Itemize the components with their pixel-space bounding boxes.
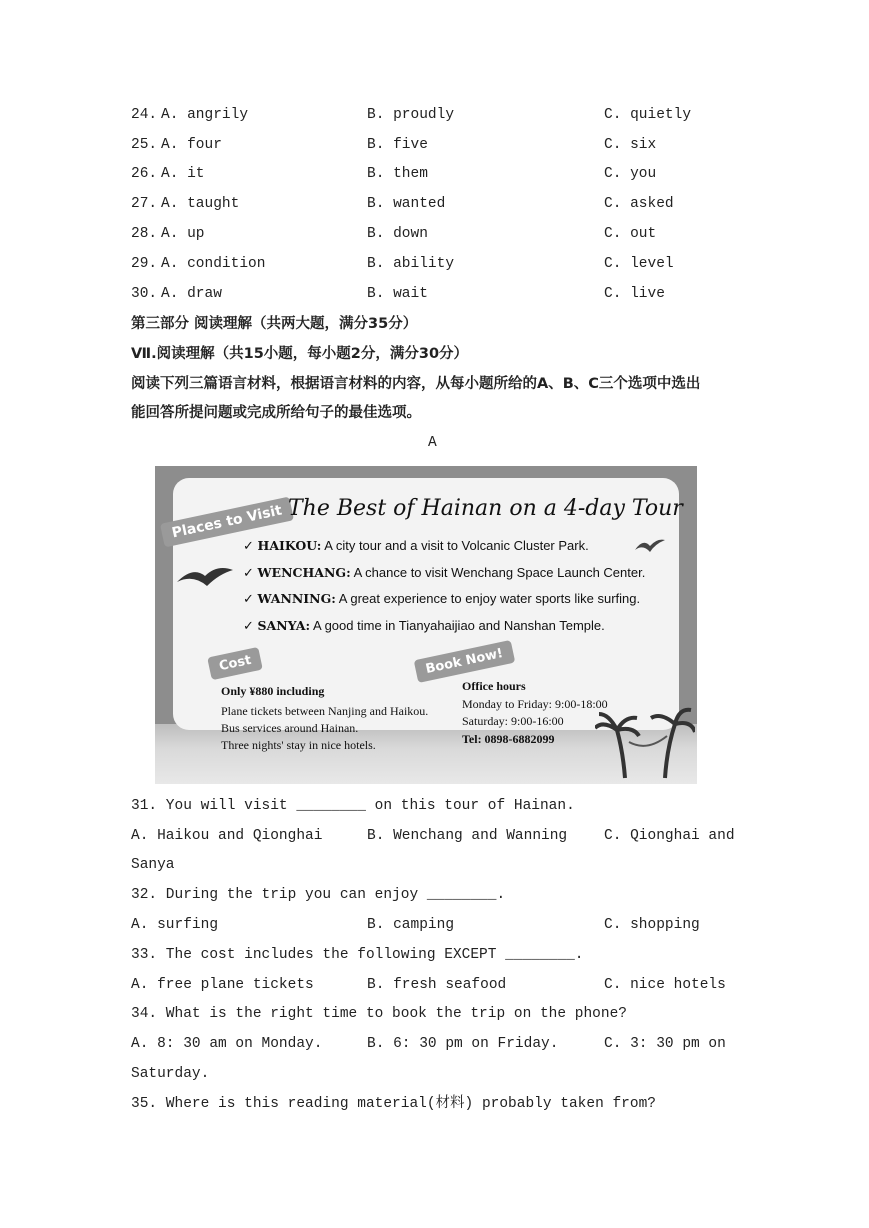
option-b: B. camping [367, 917, 455, 933]
places-list [243, 538, 645, 644]
option-c: C. quietly [604, 107, 692, 123]
hours-heading: Office hours [462, 679, 526, 693]
option-c: C. out [604, 226, 657, 242]
option-c: C. asked [604, 196, 674, 212]
option-a: A. angrily [161, 107, 249, 123]
option-number: 27. [131, 196, 158, 212]
option-a: A. taught [161, 196, 240, 212]
ad-title: The Best of Hainan on a 4-day Tour [288, 496, 683, 521]
place-name: HAIKOU: [257, 538, 322, 553]
option-number: 30. [131, 286, 158, 302]
place-desc: A chance to visit Wenchang Space Launch Center. [353, 564, 646, 580]
question-32: 32. During the trip you can enjoy ________. [131, 887, 506, 903]
option-number: 29. [131, 256, 158, 272]
option-a: A. condition [161, 256, 266, 272]
bird-icon [175, 562, 235, 588]
option-a: A. draw [161, 286, 222, 302]
option-row-28 [0, 219, 869, 249]
option-number: 24. [131, 107, 158, 123]
option-a: A. surfing [131, 917, 219, 933]
place-item: ✓ WENCHANG: A chance to visit Wenchang Space Launch Center. [243, 564, 646, 580]
instructions-line-1: 阅读下列三篇语言材料，根据语言材料的内容，从每小题所给的A、B、C三个选项中选出 [131, 376, 701, 392]
cost-item: Three nights' stay in nice hotels. [221, 738, 376, 752]
place-name: WENCHANG: [257, 564, 351, 580]
option-c: C. level [604, 256, 674, 272]
question-34-option-c-continued: Saturday. [131, 1066, 210, 1082]
question-31-options [0, 821, 869, 851]
palm-tree-icon [595, 702, 695, 780]
question-33: 33. The cost includes the following EXCEPT ________. [131, 947, 584, 963]
section-three-heading: 第三部分 阅读理解（共两大题，满分35分） [131, 316, 418, 332]
option-c: C. 3: 30 pm on [604, 1036, 726, 1052]
option-b: B. proudly [367, 107, 455, 123]
place-item: ✓ HAIKOU: A city tour and a visit to Volcanic Cluster Park. [243, 538, 589, 553]
option-b: B. 6: 30 pm on Friday. [367, 1036, 559, 1052]
cost-item: Plane tickets between Nanjing and Haikou. [221, 704, 429, 718]
place-name: WANNING: [257, 591, 336, 606]
option-row-25 [0, 130, 869, 160]
option-b: B. down [367, 226, 428, 242]
question-32-options [0, 910, 869, 940]
option-b: B. wanted [367, 196, 446, 212]
option-b: B. ability [367, 256, 455, 272]
telephone: Tel: 0898-6882099 [462, 731, 555, 746]
option-row-30 [0, 279, 869, 309]
question-33-options [0, 970, 869, 1000]
place-name: SANYA: [257, 617, 311, 633]
option-b: B. wait [367, 286, 428, 302]
office-hours-block [462, 678, 608, 748]
option-a: A. 8: 30 am on Monday. [131, 1036, 323, 1052]
option-c: C. nice hotels [604, 977, 726, 993]
option-row-27 [0, 189, 869, 219]
question-31-option-c-continued: Sanya [131, 857, 175, 873]
place-desc: A good time in Tianyahaijiao and Nanshan Temple. [313, 617, 605, 633]
place-item: ✓ SANYA: A good time in Tianyahaijiao and Nanshan Temple. [243, 617, 605, 633]
option-b: B. Wenchang and Wanning [367, 828, 568, 844]
option-row-24 [0, 100, 869, 130]
option-a: A. four [161, 137, 222, 153]
question-35: 35. Where is this reading material(材料) probably taken from? [131, 1096, 656, 1112]
option-a: A. it [161, 166, 205, 182]
option-number: 26. [131, 166, 158, 182]
option-c: C. Qionghai and [604, 828, 735, 844]
option-c: C. shopping [604, 917, 700, 933]
hours-item: Saturday: 9:00-16:00 [462, 714, 564, 728]
place-desc: A great experience to enjoy water sports like surfing. [338, 591, 641, 606]
cost-heading: Only ¥880 including [221, 684, 325, 698]
hours-item: Monday to Friday: 9:00-18:00 [462, 696, 608, 711]
option-c: C. six [604, 137, 657, 153]
option-b: B. them [367, 166, 428, 182]
cost-item: Bus services around Hainan. [221, 721, 359, 735]
option-a: A. up [161, 226, 205, 242]
tour-advertisement [155, 466, 697, 784]
option-a: A. Haikou and Qionghai [131, 828, 323, 844]
book-now-burst: Book Now! [414, 640, 515, 683]
option-row-26 [0, 159, 869, 189]
places-to-visit-burst: Places to Visit [160, 497, 294, 548]
option-b: B. fresh seafood [367, 977, 507, 993]
option-number: 28. [131, 226, 158, 242]
section-seven-heading: Ⅶ.阅读理解（共15小题，每小题2分，满分30分） [131, 346, 469, 362]
question-34: 34. What is the right time to book the trip on the phone? [131, 1006, 627, 1022]
instructions-line-2: 能回答所提问题或完成所给句子的最佳选项。 [131, 405, 421, 421]
option-c: C. live [604, 286, 665, 302]
cost-block [221, 683, 428, 754]
passage-label: A [428, 435, 437, 451]
place-desc: A city tour and a visit to Volcanic Cluster Park. [324, 538, 589, 553]
place-item: ✓ WANNING: A great experience to enjoy water sports like surfing. [243, 591, 641, 606]
option-a: A. free plane tickets [131, 977, 314, 993]
option-row-29 [0, 249, 869, 279]
option-b: B. five [367, 137, 428, 153]
question-34-options [0, 1029, 869, 1059]
question-31: 31. You will visit ________ on this tour of Hainan. [131, 798, 575, 814]
option-c: C. you [604, 166, 657, 182]
option-number: 25. [131, 137, 158, 153]
cost-burst: Cost [207, 647, 263, 680]
